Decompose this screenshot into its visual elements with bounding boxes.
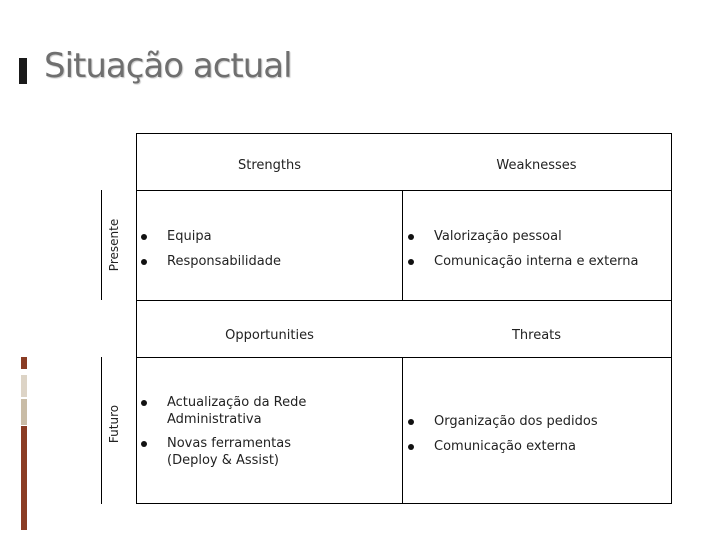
bullet-icon — [141, 259, 147, 265]
list-item — [137, 435, 337, 469]
bullet-icon — [408, 444, 414, 450]
bullet-icon — [141, 234, 147, 240]
grid-line — [136, 357, 672, 358]
list-item-text: Comunicação interna e externa — [434, 254, 639, 269]
opportunities-list — [137, 394, 337, 469]
list-item — [404, 228, 669, 245]
decor-bar — [21, 375, 27, 397]
bullet-icon — [141, 400, 147, 406]
list-item-text: Valorização pessoal — [434, 229, 562, 244]
grid-line — [402, 190, 403, 300]
list-item — [404, 438, 669, 455]
list-item-text: Equipa — [167, 229, 212, 244]
threats-list — [404, 413, 669, 455]
bullet-icon — [408, 259, 414, 265]
list-item-text: Actualização da Rede Administrativa — [167, 395, 307, 427]
title-marker — [19, 58, 27, 84]
grid-line — [136, 503, 672, 504]
row-label-present: Presente — [107, 218, 121, 272]
decor-bar — [21, 399, 27, 425]
list-item-text: Novas ferramentas (Deploy & Assist) — [167, 436, 291, 468]
list-item-text: Responsabilidade — [167, 254, 281, 269]
threats-heading: Threats — [511, 328, 562, 343]
list-item — [137, 253, 397, 270]
decor-bar — [21, 426, 27, 530]
opportunities-heading: Opportunities — [225, 328, 314, 343]
list-item — [404, 253, 669, 270]
grid-line — [402, 357, 403, 504]
list-item — [137, 394, 337, 428]
grid-line — [671, 133, 672, 504]
weaknesses-list — [404, 228, 669, 270]
decor-bar — [21, 357, 27, 369]
grid-line — [101, 190, 102, 300]
grid-line — [136, 300, 672, 301]
list-item-text: Organização dos pedidos — [434, 414, 598, 429]
bullet-icon — [408, 234, 414, 240]
row-label-future: Futuro — [107, 404, 121, 444]
grid-line — [136, 190, 672, 191]
page-title: Situação actual — [44, 46, 292, 86]
grid-line — [101, 357, 102, 504]
strengths-heading: Strengths — [237, 158, 301, 173]
list-item — [404, 413, 669, 430]
grid-line — [136, 133, 672, 134]
list-item — [137, 228, 397, 245]
bullet-icon — [141, 441, 147, 447]
bullet-icon — [408, 419, 414, 425]
weaknesses-heading: Weaknesses — [496, 158, 577, 173]
list-item-text: Comunicação externa — [434, 439, 576, 454]
strengths-list — [137, 228, 397, 270]
